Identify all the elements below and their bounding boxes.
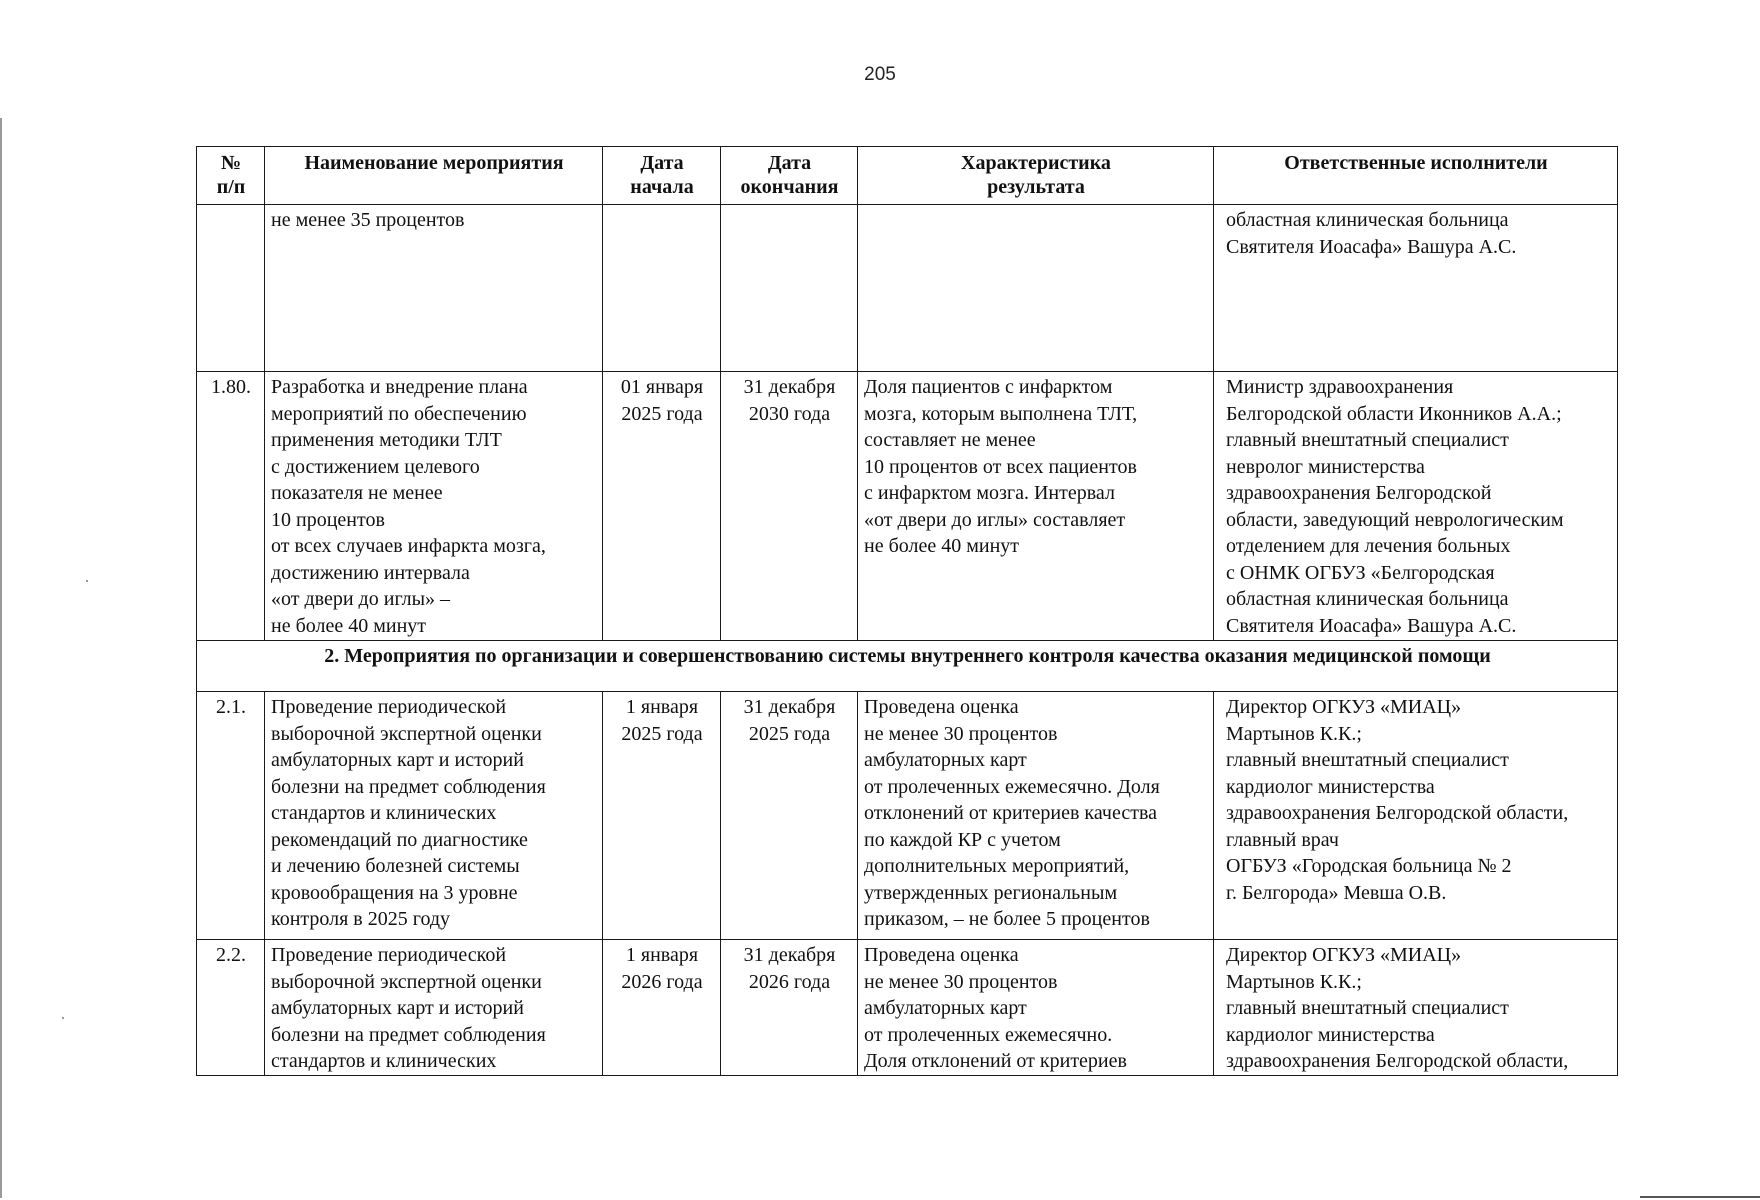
row-end [721,940,858,1076]
section-row [197,641,1618,692]
text-line: ОГБУЗ «Городская больница № 2 [1226,855,1512,877]
text-line: рекомендаций по диагностике [271,828,528,851]
text-line: стандартов и клинических [271,1050,497,1072]
text-line: Белгородской области Иконников А.А.; [1226,402,1562,425]
text-line: Характеристика [961,152,1111,174]
row-resp [1214,692,1618,940]
text-line: приказом, – не более 5 процентов [864,908,1150,930]
text-line: «от двери до иглы» – [271,588,451,610]
row-result [858,940,1214,1076]
row-start [603,205,721,372]
text-line: 2030 года [748,402,831,425]
scan-edge-line [0,118,2,1198]
text-line: контроля в 2025 году [271,908,451,930]
row-num: 2.2. [197,940,265,1076]
row-end [721,205,858,372]
table-row [197,372,1618,641]
text-line: не менее 35 процентов [271,209,465,231]
text-line: не более 40 минут [271,614,427,637]
activities-table [196,146,1618,1076]
row-result [858,692,1214,940]
text-line: по каждой КР с учетом [864,828,1061,851]
row-start [603,692,721,940]
text-line: мероприятий по обеспечению [271,402,527,425]
text-line: не более 40 минут [864,535,1020,557]
text-line: г. Белгорода» Мевша О.В. [1226,881,1447,904]
text-line: амбулаторных карт и историй [271,749,524,771]
text-line: применения методики ТЛТ [271,429,502,451]
row-end [721,372,858,641]
text-line: не менее 30 процентов [864,970,1058,993]
text-line: Доля отклонений от критериев [864,1050,1127,1072]
text-line: отклонений от критериев качества [864,802,1157,824]
text-line: отделением для лечения больных [1226,535,1511,557]
text-line: амбулаторных карт [864,749,1027,771]
row-result [858,205,1214,372]
section-title: 2. Мероприятия по организации и совершенствованию системы внутреннего контроля качества оказания медицинской помощи [197,641,1618,692]
text-line: главный врач [1226,828,1339,851]
header-result [858,147,1214,205]
text-line: Дата [767,152,812,174]
text-line: Дата [640,152,684,174]
text-line: с инфарктом мозга. Интервал [864,482,1115,504]
row-resp [1214,372,1618,641]
row-start [603,372,721,641]
header-resp [1214,147,1618,205]
text-line: от пролеченных ежемесячно. Доля [864,775,1160,798]
text-line: мозга, которым выполнена ТЛТ, [864,402,1138,425]
text-line: 2025 года [621,402,703,425]
row-num: 2.1. [197,692,265,940]
table-header-row [197,147,1618,205]
row-name [265,372,603,641]
text-line: 01 января [620,376,704,398]
page-number: 205 [864,64,896,85]
scan-edge-line [1640,1196,1760,1198]
text-line: Директор ОГКУЗ «МИАЦ» [1226,944,1462,966]
text-line: дополнительных мероприятий, [864,855,1130,877]
text-line: амбулаторных карт и историй [271,997,524,1019]
text-line: 31 декабря [743,696,836,718]
text-line: № [220,152,242,174]
row-name [265,205,603,372]
row-num [197,205,265,372]
text-line: 2026 года [748,970,831,993]
text-line: невролог министерства [1226,455,1425,478]
text-line: Проведена оценка [864,696,1019,718]
scan-speck [62,1017,64,1019]
text-line: Святителя Иоасафа» Вашура А.С. [1226,614,1517,637]
row-start [603,940,721,1076]
text-line: болезни на предмет соблюдения [271,775,546,798]
text-line: Наименование мероприятия [304,152,564,174]
table-row [197,940,1618,1076]
text-line: областная клиническая больница [1226,588,1509,610]
text-line: выборочной экспертной оценки [271,970,542,993]
text-line: выборочной экспертной оценки [271,722,542,745]
text-line: не менее 30 процентов [864,722,1058,745]
text-line: с достижением целевого [271,455,480,478]
row-resp [1214,940,1618,1076]
text-line: Мартынов К.К.; [1226,722,1362,745]
text-line: 10 процентов [271,508,385,531]
header-end [721,147,858,205]
text-line: Разработка и внедрение плана [271,376,528,398]
text-line: Святителя Иоасафа» Вашура А.С. [1226,235,1517,258]
text-line: главный внештатный специалист [1226,997,1509,1019]
text-line: достижению интервала [271,561,470,584]
text-line: Доля пациентов с инфарктом [864,376,1113,398]
text-line: начала [630,176,694,198]
header-start [603,147,721,205]
text-line: от всех случаев инфаркта мозга, [271,535,546,557]
text-line: 1 января [625,944,699,966]
text-line: 31 декабря [743,944,836,966]
text-line: окончания [740,176,839,198]
text-line: показателя не менее [271,482,443,504]
text-line: 31 декабря [743,376,836,398]
text-line: областная клиническая больница [1226,209,1509,231]
text-line: здравоохранения Белгородской области, [1226,802,1569,824]
text-line: здравоохранения Белгородской области, [1226,1050,1569,1072]
text-line: результата [987,176,1085,198]
row-end [721,692,858,940]
text-line: от пролеченных ежемесячно. [864,1023,1113,1046]
text-line: Министр здравоохранения [1226,376,1454,398]
text-line: Проведение периодической [271,944,507,966]
header-num [197,147,265,205]
text-line: 2025 года [748,722,831,745]
text-line: с ОНМК ОГБУЗ «Белгородская [1226,561,1495,584]
text-line: 2025 года [621,722,703,745]
table-row [197,692,1618,940]
text-line: амбулаторных карт [864,997,1027,1019]
text-line: кровообращения на 3 уровне [271,881,518,904]
text-line: 1 января [625,696,699,718]
table-row [197,205,1618,372]
text-line: «от двери до иглы» составляет [864,508,1126,531]
text-line: составляет не менее [864,429,1036,451]
text-line: стандартов и клинических [271,802,497,824]
text-line: кардиолог министерства [1226,1023,1435,1046]
text-line: утвержденных региональным [864,881,1118,904]
text-line: Проведение периодической [271,696,507,718]
text-line: здравоохранения Белгородской [1226,482,1492,504]
row-name [265,940,603,1076]
text-line: 2026 года [621,970,703,993]
text-line: п/п [216,176,246,198]
text-line: кардиолог министерства [1226,775,1435,798]
text-line: 10 процентов от всех пациентов [864,455,1137,478]
row-resp [1214,205,1618,372]
text-line: Ответственные исполнители [1284,152,1548,174]
text-line: главный внештатный специалист [1226,749,1509,771]
text-line: и лечению болезней системы [271,855,520,877]
text-line: Директор ОГКУЗ «МИАЦ» [1226,696,1462,718]
row-num: 1.80. [197,372,265,641]
text-line: болезни на предмет соблюдения [271,1023,546,1046]
text-line: Проведена оценка [864,944,1019,966]
row-name [265,692,603,940]
text-line: Мартынов К.К.; [1226,970,1362,993]
text-line: главный внештатный специалист [1226,429,1509,451]
row-result [858,372,1214,641]
text-line: области, заведующий неврологическим [1226,508,1564,531]
scan-speck [86,580,88,582]
header-name [265,147,603,205]
